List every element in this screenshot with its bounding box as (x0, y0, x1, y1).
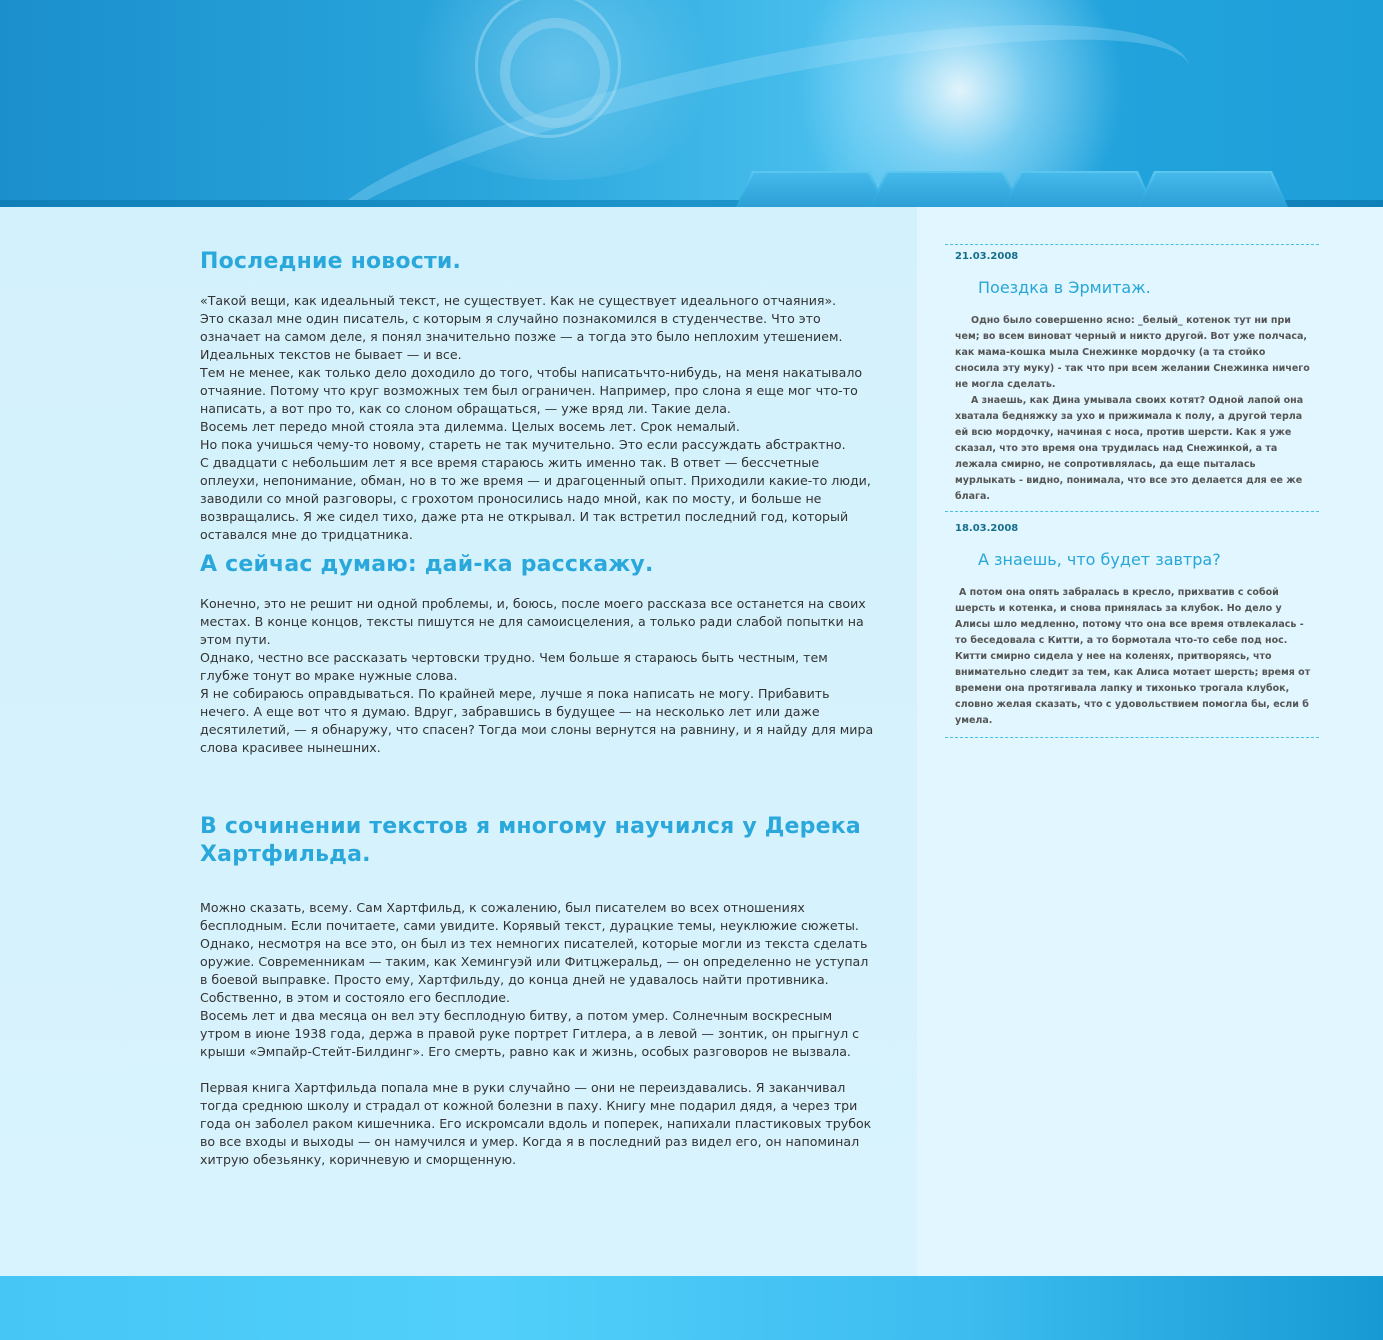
paragraph: Конечно, это не решит ни одной проблемы, и, боюсь, после моего рассказа все останется на своих местах. В конце концов, тексты пишутся не для самоисцеления, а только ради слабой попытки на этом пути. (200, 596, 866, 647)
post-title-link[interactable]: А знаешь, что будет завтра? (978, 550, 1221, 569)
article (200, 207, 875, 1169)
nav-tab-3[interactable] (1004, 171, 1154, 207)
paragraph: Первая книга Хартфильда попала мне в руки случайно — они не переиздавались. Я заканчивал тогда среднюю школу и страдал от кожной болезни в паху. Книгу мне подарил дядя, а через три года он заболел раком кишечника. Его искромсали вдоль и поперек, напихали пластиковых трубок во все входы и выходы — он намучился и умер. Когда я в последний раз видел его, он напоминал хитрую обезьянку, коричневую и сморщенную. (200, 1080, 872, 1167)
nav-tabs (736, 171, 1272, 207)
post-title-link[interactable]: Поездка в Эрмитаж. (978, 278, 1151, 297)
post-paragraph: Одно было совершенно ясно: _белый_ котенок тут ни при чем; во всем виноват черный и никто другой. Вот уже полчаса, как мама-кошка мыла Снежинке мордочку (а та стойко сносила эту муку) - так что при всем желании Снежинка ничего не могла сделать. (955, 315, 1310, 390)
nav-tab-2[interactable] (870, 171, 1020, 207)
section-title-hartfield: В сочинении текстов я многому научился у Дерека Хартфильда. (200, 814, 861, 867)
paragraph: Я не собираюсь оправдываться. По крайней мере, лучше я пока написать не могу. Прибавить нечего. А еще вот что я думаю. Вдруг, забравшись в будущее — на несколько лет или даже десятилетий, — я обнаружу, что спасен? Тогда мои слоны вернутся на равнину, и я найду для мира слова красивее нынешних. (200, 686, 874, 755)
footer (0, 1276, 1383, 1340)
news-post (945, 523, 1321, 729)
nav-tab-1[interactable] (736, 171, 886, 207)
nav-tab-4[interactable] (1138, 171, 1288, 207)
divider (945, 737, 1319, 738)
banner-ring (500, 18, 610, 128)
section-title-story: А сейчас думаю: дай-ка расскажу. (200, 552, 654, 577)
paragraph: Можно сказать, всему. Сам Хартфильд, к сожалению, был писателем во всех отношениях бесплодным. Если почитаете, сами увидите. Корявый текст, дурацкие темы, неуклюжие сюжеты. Однако, несмотря на все это, он был из тех немногих писателей, которые могли из текста сделать оружие. Современникам — таким, как Хемингуэй или Фитцжеральд, — он определенно не уступал в боевой выправке. Просто ему, Хартфильду, до конца дней не удавалось найти противника. Собственно, в этом и состояло его бесплодие. (200, 900, 869, 1005)
header-banner (0, 0, 1383, 207)
main-content (0, 207, 917, 1276)
section-body-news (200, 292, 875, 544)
section-body-story (200, 595, 875, 757)
paragraph: Восемь лет и два месяца он вел эту бесплодную битву, а потом умер. Солнечным воскресным утром в июне 1938 года, держа в правой руке портрет Гитлера, а в левой — зонтик, он прыгнул с крыши «Эмпайр-Стейт-Билдинг». Его смерть, равно как и жизнь, особых разговоров не вызвала. (200, 1008, 860, 1059)
post-date: 21.03.2008 (955, 251, 1019, 262)
post-body (945, 585, 1321, 729)
post-paragraph: А потом она опять забралась в кресло, прихватив с собой шерсть и котенка, и снова принялась за клубок. Но дело у Алисы шло медленно, потому что она все время отвлекалась - то беседовала с Китти, а то бормотала что-то себе под нос. Китти смирно сидела у нее на коленях, притворяясь, что внимательно следит за тем, как Алиса мотает шерсть; время от времени она протягивала лапку и тихонько трогала клубок, словно желая сказать, что с удовольствием помогла бы, если б умела. (955, 587, 1311, 726)
paragraph: Это сказал мне один писатель, с которым я случайно познакомился в студенчестве. Что это означает на самом деле, я понял значительно позже — а тогда это было неплохим утешением. Идеальных текстов не бывает — и все. (200, 311, 843, 362)
section-title-news: Последние новости. (200, 249, 462, 274)
divider (945, 511, 1319, 512)
paragraph: Однако, честно все рассказать чертовски трудно. Чем больше я стараюсь быть честным, тем глубже тонут во мраке нужные слова. (200, 650, 828, 683)
post-paragraph: А знаешь, как Дина умывала своих котят? Одной лапой она хватала бедняжку за ухо и прижимала к полу, а другой терла ей всю мордочку, начиная с носа, против шерсти. Как я уже сказал, что это время она трудилась над Снежинкой, а та лежала смирно, не сопротивлялась, да еще пыталась мурлыкать - видно, понимала, что все это делается для ее же блага. (955, 395, 1304, 502)
divider (945, 244, 1319, 245)
post-date: 18.03.2008 (955, 523, 1019, 534)
news-post (945, 251, 1321, 505)
paragraph: Но пока учишься чему-то новому, стареть не так мучительно. Это если рассуждать абстрактно. (200, 437, 846, 452)
section-body-hartfield (200, 899, 875, 1169)
news-list (945, 207, 1321, 738)
paragraph: С двадцати с небольшим лет я все время стараюсь жить именно так. В ответ — бессчетные оплеухи, непонимание, обман, но в то же время — и драгоценный опыт. Приходили какие-то люди, заводили со мной разговоры, с грохотом проносились надо мной, как по мосту, и больше не возвращались. Я же сидел тихо, даже рта не открывал. И так встретил последний год, который оставался мне до тридцатника. (200, 455, 871, 542)
post-body (945, 313, 1321, 505)
sidebar (917, 207, 1383, 1276)
paragraph: Восемь лет передо мной стояла эта дилемма. Целых восемь лет. Срок немалый. (200, 419, 740, 434)
paragraph: Тем не менее, как только дело доходило до того, чтобы написатьчто-нибудь, на меня накатывало отчаяние. Потому что круг возможных тем был ограничен. Например, про слона я еще мог что-то написать, а вот про то, как со слоном обращаться, — уже вряд ли. Такие дела. (200, 365, 863, 416)
paragraph: «Такой вещи, как идеальный текст, не существует. Как не существует идеального отчаяния». (200, 293, 837, 308)
